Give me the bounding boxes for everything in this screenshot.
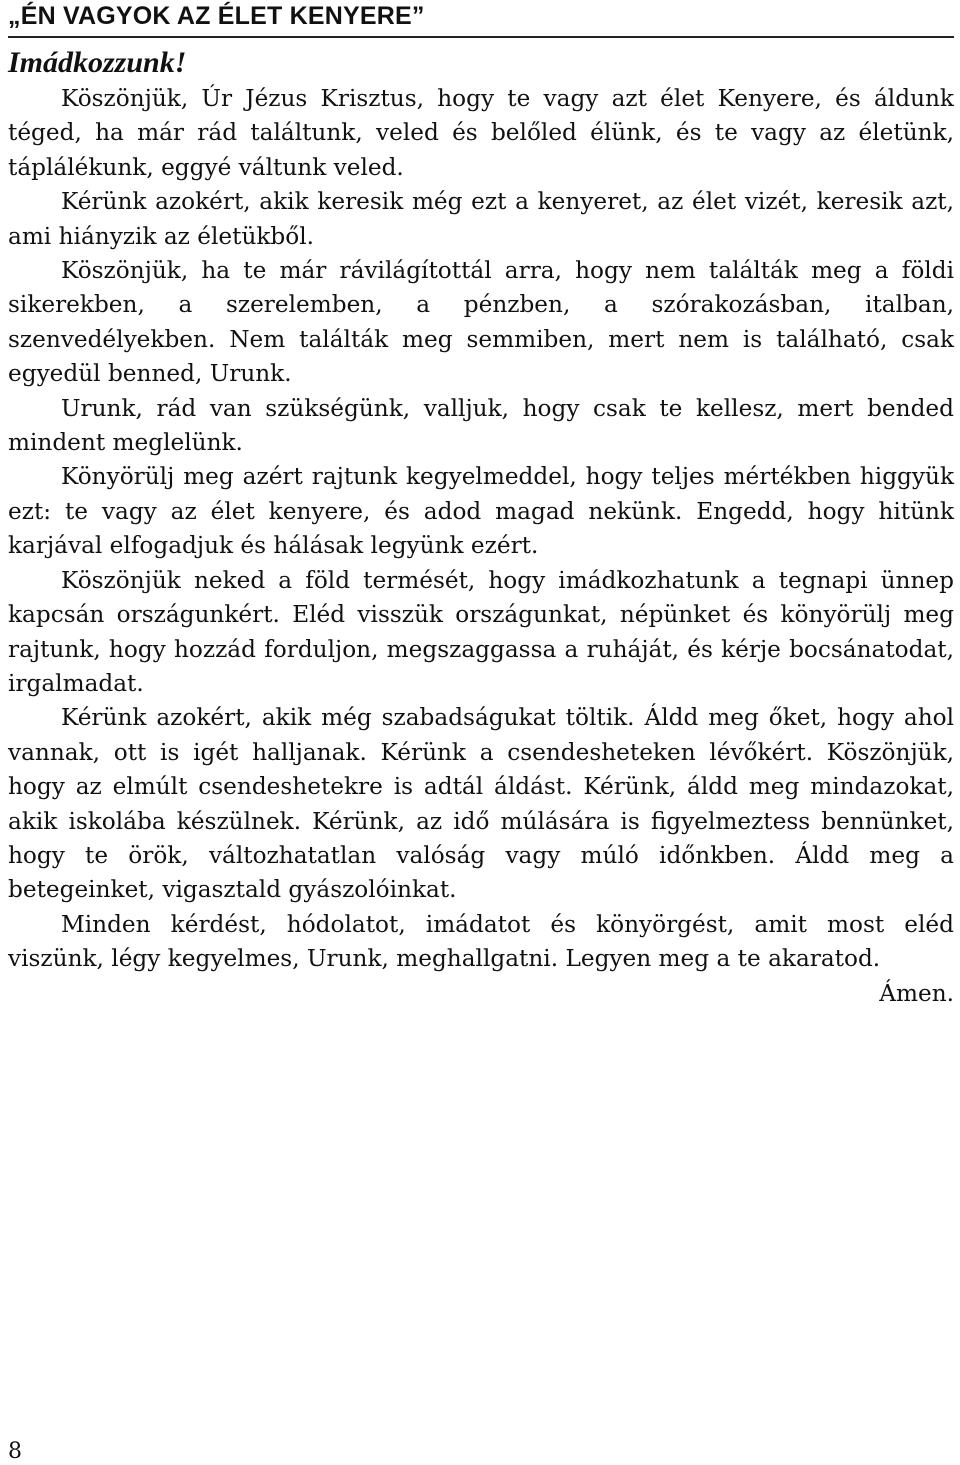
header-rule bbox=[8, 36, 954, 38]
paragraph: Urunk, rád van szükségünk, valljuk, hogy csak te kellesz, mert bended mindent meglelünk. bbox=[8, 394, 954, 457]
closing-amen: Ámen. bbox=[879, 979, 954, 1007]
prayer-body bbox=[8, 82, 954, 977]
running-header bbox=[8, 0, 954, 40]
paragraph: Köszönjük neked a föld termését, hogy imádkozhatunk a tegnapi ünnep kapcsán országunkért. Eléd visszük országunkat, népünket és könyörülj meg rajtunk, hogy hozzád forduljon, megszaggassa a ruháját, és kérje bocsánatodat, irgalmadat. bbox=[8, 566, 954, 697]
paragraph: Köszönjük, Úr Jézus Krisztus, hogy te vagy azt élet Kenyere, és áldunk téged, ha már rád találtunk, veled és belőled élünk, és te vagy az életünk, táplálékunk, eggyé váltunk veled. bbox=[8, 85, 954, 181]
prayer-heading: Imádkozzunk! bbox=[8, 46, 187, 79]
paragraph: Köszönjük, ha te már rávilágítottál arra, hogy nem találták meg a földi sikerekben, a szerelemben, a pénzben, a szórakozásban, italban, szenvedélyekben. Nem találták meg semmiben, mert nem is található, csak egyedül benned, Urunk. bbox=[8, 257, 954, 388]
paragraph: Minden kérdést, hódolatot, imádatot és könyörgést, amit most eléd viszünk, légy kegyelmes, Urunk, meghallgatni. Legyen meg a te akaratod. bbox=[8, 910, 954, 973]
document-page bbox=[8, 0, 954, 1011]
paragraph: Kérünk azokért, akik keresik még ezt a kenyeret, az élet vizét, keresik azt, ami hiányzik az életükből. bbox=[8, 188, 954, 250]
paragraph: Kérünk azokért, akik még szabadságukat töltik. Áldd meg őket, hogy ahol vannak, ott is igét halljanak. Kérünk a csendesheteken lévőkért. Köszönjük, hogy az elmúlt csendeshetekre is adtál áldást. Kérünk, áldd meg mindazokat, akik iskolába készülnek. Kérünk, az idő múlására is figyelmeztess bennünket, hogy te örök, változhatatlan valóság vagy múló időnkben. Áldd meg a betegeinket, vigasztald gyászolóinkat. bbox=[8, 704, 954, 904]
paragraph: Könyörülj meg azért rajtunk kegyelmeddel, hogy teljes mértékben higgyük ezt: te vagy az élet kenyere, és adod magad nekünk. Engedd, hogy hitünk karjával elfogadjuk és hálásak legyünk ezért. bbox=[8, 463, 954, 560]
header-title: „ÉN VAGYOK AZ ÉLET KENYERE” bbox=[8, 2, 425, 30]
page-number: 8 bbox=[8, 1439, 22, 1464]
